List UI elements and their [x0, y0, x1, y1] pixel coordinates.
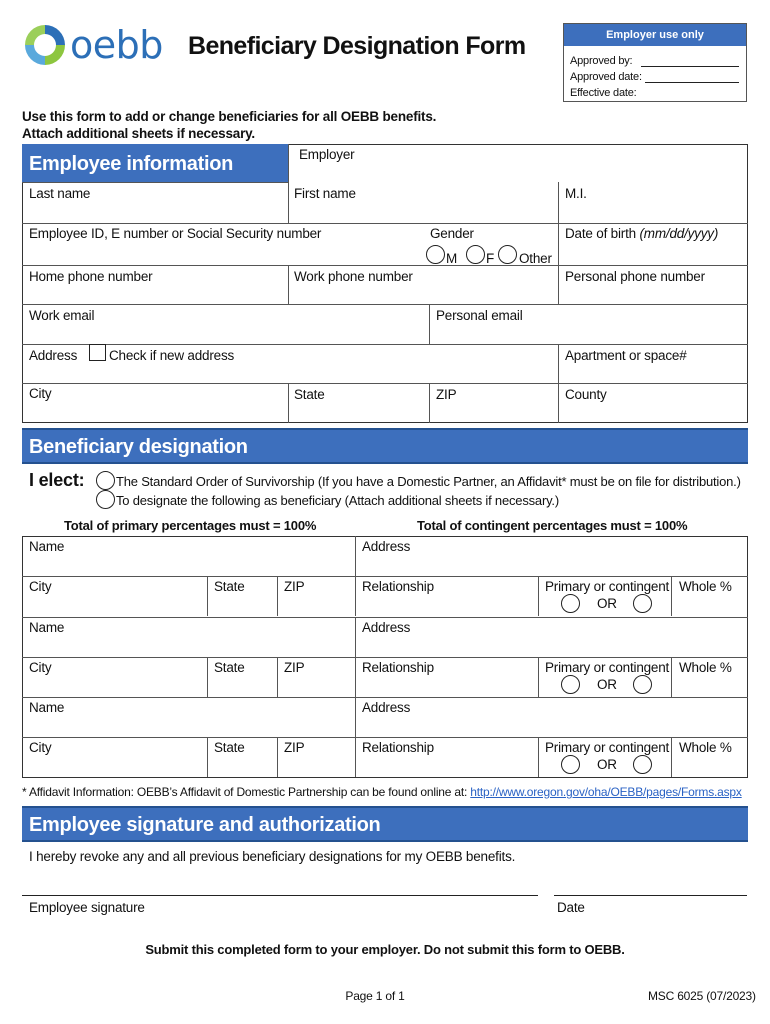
- primary-contingent-label: Primary or contingent: [545, 660, 670, 675]
- form-title: Beneficiary Designation Form: [188, 32, 526, 60]
- beneficiary-city-field[interactable]: City: [29, 740, 52, 755]
- date-line[interactable]: [554, 895, 747, 896]
- city-field[interactable]: City: [29, 386, 52, 401]
- employer-field[interactable]: Employer: [299, 147, 355, 162]
- last-name-field[interactable]: Last name: [29, 186, 91, 201]
- beneficiary-address-field[interactable]: Address: [362, 620, 411, 635]
- submit-instruction: Submit this completed form to your employer. Do not submit this form to OEBB.: [145, 942, 625, 957]
- beneficiary-zip-field[interactable]: ZIP: [284, 660, 305, 675]
- standard-order-radio[interactable]: [96, 471, 115, 490]
- beneficiary-title: Beneficiary designation: [29, 436, 248, 458]
- state-field[interactable]: State: [294, 387, 325, 402]
- whole-percent-field[interactable]: Whole %: [679, 579, 732, 594]
- affidavit-link[interactable]: http://www.oregon.gov/oha/OEBB/pages/Forms.aspx: [470, 785, 742, 799]
- beneficiary-zip-field[interactable]: ZIP: [284, 579, 305, 594]
- primary-total-note: Total of primary percentages must = 100%: [64, 518, 317, 533]
- affidavit-text: * Affidavit Information: OEBB’s Affidavit of Domestic Partnership can be found online at:: [22, 785, 471, 799]
- logo-text: oebb: [70, 23, 163, 67]
- gender-m-radio[interactable]: [426, 245, 445, 264]
- oebb-logo: [22, 22, 172, 70]
- intro-line-2: Attach additional sheets if necessary.: [22, 126, 255, 141]
- contingent-radio[interactable]: [633, 594, 652, 613]
- apartment-field[interactable]: Apartment or space#: [565, 348, 687, 363]
- home-phone-field[interactable]: Home phone number: [29, 269, 153, 284]
- gender-label: Gender: [430, 226, 474, 241]
- signature-title: Employee signature and authorization: [29, 814, 381, 836]
- beneficiary-address-field[interactable]: Address: [362, 539, 411, 554]
- approved-by-line[interactable]: [641, 66, 739, 67]
- form-id: MSC 6025 (07/2023): [648, 989, 756, 1003]
- employee-signature-label: Employee signature: [29, 900, 145, 915]
- new-address-checkbox[interactable]: [89, 344, 106, 361]
- approved-date-label: Approved date:: [570, 71, 642, 83]
- beneficiary-zip-field[interactable]: ZIP: [284, 740, 305, 755]
- revoke-statement: I hereby revoke any and all previous beneficiary designations for my OEBB benefits.: [29, 849, 516, 864]
- beneficiary-state-field[interactable]: State: [214, 740, 245, 755]
- new-address-label: Check if new address: [109, 348, 235, 363]
- contingent-radio[interactable]: [633, 755, 652, 774]
- beneficiary-name-field[interactable]: Name: [29, 620, 65, 635]
- employee-info-header: [22, 144, 288, 182]
- date-label: Date: [557, 900, 585, 915]
- signature-section-bar: [22, 806, 748, 842]
- beneficiary-name-field[interactable]: Name: [29, 700, 65, 715]
- affidavit-note: [22, 784, 742, 800]
- beneficiary-state-field[interactable]: State: [214, 579, 245, 594]
- oebb-logo-icon: [22, 22, 68, 68]
- beneficiary-city-field[interactable]: City: [29, 660, 52, 675]
- standard-order-label: The Standard Order of Survivorship (If you have a Domestic Partner, an Affidavit* must be on file for distribution.): [116, 474, 741, 489]
- beneficiary-state-field[interactable]: State: [214, 660, 245, 675]
- work-email-field[interactable]: Work email: [29, 308, 95, 323]
- address-field[interactable]: Address: [29, 348, 78, 363]
- signature-line[interactable]: [22, 895, 538, 896]
- beneficiary-city-field[interactable]: City: [29, 579, 52, 594]
- designate-label: To designate the following as beneficiary (Attach additional sheets if necessary.): [116, 493, 559, 508]
- beneficiary-address-field[interactable]: Address: [362, 700, 411, 715]
- or-label: OR: [597, 757, 617, 772]
- beneficiary-relationship-field[interactable]: Relationship: [362, 579, 434, 594]
- contingent-total-note: Total of contingent percentages must = 100%: [417, 518, 688, 533]
- zip-field[interactable]: ZIP: [436, 387, 457, 402]
- whole-percent-field[interactable]: Whole %: [679, 740, 732, 755]
- whole-percent-field[interactable]: Whole %: [679, 660, 732, 675]
- effective-date-label: Effective date:: [570, 87, 637, 99]
- personal-phone-field[interactable]: Personal phone number: [565, 269, 705, 284]
- designate-radio[interactable]: [96, 490, 115, 509]
- page-number: Page 1 of 1: [345, 989, 405, 1003]
- work-phone-field[interactable]: Work phone number: [294, 269, 413, 284]
- contingent-radio[interactable]: [633, 675, 652, 694]
- employer-use-heading: Employer use only: [564, 24, 746, 46]
- gender-other-radio[interactable]: [498, 245, 517, 264]
- beneficiary-section-bar: [22, 428, 748, 464]
- dob-label: Date of birth: [565, 226, 636, 241]
- gender-f-radio[interactable]: [466, 245, 485, 264]
- employee-id-field[interactable]: Employee ID, E number or Social Security number: [29, 226, 322, 241]
- first-name-field[interactable]: First name: [294, 186, 356, 201]
- employer-use-box: [563, 23, 747, 102]
- mi-field[interactable]: M.I.: [565, 186, 587, 201]
- personal-email-field[interactable]: Personal email: [436, 308, 523, 323]
- primary-contingent-label: Primary or contingent: [545, 579, 670, 594]
- i-elect-label: I elect:: [29, 470, 85, 490]
- or-label: OR: [597, 596, 617, 611]
- gender-other-label: Other: [519, 251, 552, 266]
- beneficiary-relationship-field[interactable]: Relationship: [362, 740, 434, 755]
- beneficiary-relationship-field[interactable]: Relationship: [362, 660, 434, 675]
- primary-radio[interactable]: [561, 594, 580, 613]
- approved-date-line[interactable]: [645, 82, 739, 83]
- or-label: OR: [597, 677, 617, 692]
- gender-f-label: F: [486, 251, 495, 266]
- gender-m-label: M: [446, 251, 458, 266]
- dob-format: (mm/dd/yyyy): [639, 226, 719, 241]
- intro-line-1: Use this form to add or change beneficiaries for all OEBB benefits.: [22, 109, 437, 124]
- employee-info-title: Employee information: [29, 153, 234, 175]
- beneficiary-name-field[interactable]: Name: [29, 539, 65, 554]
- approved-by-label: Approved by:: [570, 55, 633, 67]
- primary-contingent-label: Primary or contingent: [545, 740, 670, 755]
- primary-radio[interactable]: [561, 755, 580, 774]
- dob-field[interactable]: [565, 226, 718, 242]
- primary-radio[interactable]: [561, 675, 580, 694]
- county-field[interactable]: County: [565, 387, 607, 402]
